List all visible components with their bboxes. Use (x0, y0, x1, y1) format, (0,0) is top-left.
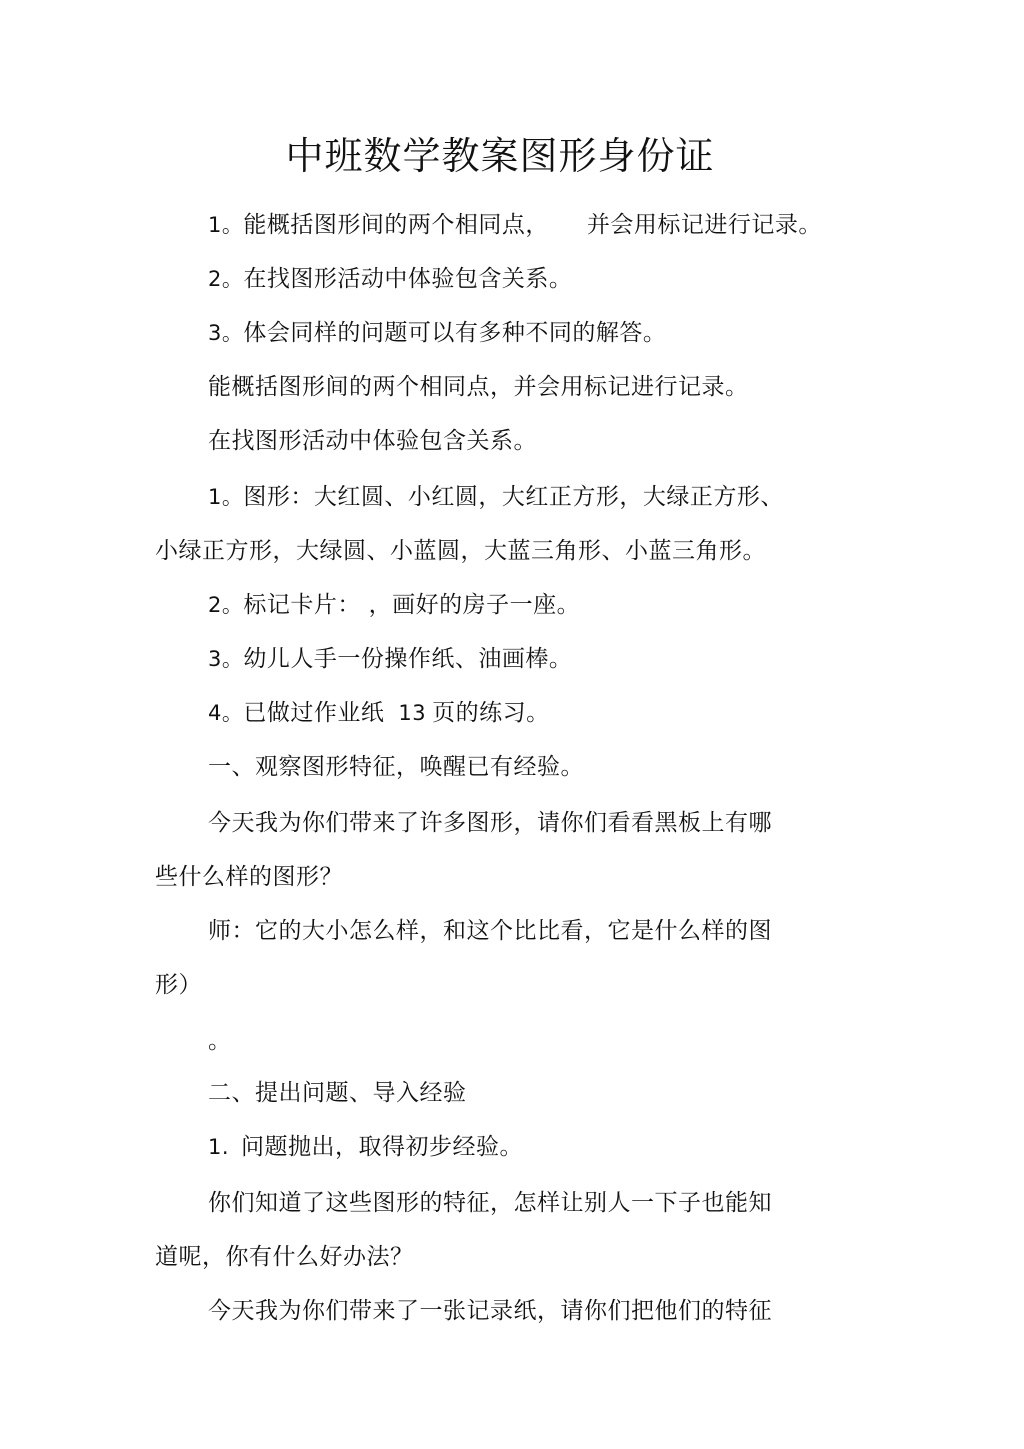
material-4-text-b: 页的练习。 (432, 700, 550, 726)
material-2-text: 标记卡片： ，画好的房子一座。 (243, 592, 581, 618)
paragraph-line: 。 (208, 1028, 232, 1054)
objective-2-text: 在找图形活动中体验包含关系。 (243, 266, 573, 292)
paragraph-line: 今天我为你们带来了许多图形，请你们看看黑板上有哪 (208, 810, 772, 836)
objective-3-text: 体会同样的问题可以有多种不同的解答。 (243, 320, 667, 346)
list-number: 4。 (208, 701, 244, 725)
paragraph-line: 形） (155, 972, 202, 998)
list-number: 3。 (208, 321, 244, 345)
paragraph-line: 师：它的大小怎么样，和这个比比看，它是什么样的图 (208, 918, 772, 944)
list-number: 1。 (208, 485, 244, 509)
paragraph-line: 今天我为你们带来了一张记录纸，请你们把他们的特征 (208, 1298, 772, 1324)
list-number: 1。 (208, 213, 244, 237)
objective-2 (208, 262, 572, 296)
list-number: 2。 (208, 593, 244, 617)
page-number-value: 13 (398, 701, 427, 725)
material-2 (208, 588, 580, 622)
material-3-text: 幼儿人手一份操作纸、油画棒。 (243, 646, 573, 672)
step-1 (208, 1130, 523, 1164)
material-4-text-a: 已做过作业纸 (243, 700, 385, 726)
objective-1-text-a: 能概括图形间的两个相同点， (243, 212, 549, 238)
list-number: 1. (208, 1135, 230, 1159)
key-point-2: 在找图形活动中体验包含关系。 (208, 428, 537, 454)
step-1-text: 问题抛出，取得初步经验。 (241, 1134, 524, 1160)
list-number: 3。 (208, 647, 244, 671)
paragraph-line: 道呢，你有什么好办法？ (155, 1244, 414, 1270)
objective-1-text-b: 并会用标记进行记录。 (586, 212, 822, 238)
material-1 (208, 480, 784, 514)
paragraph-line: 你们知道了这些图形的特征，怎样让别人一下子也能知 (208, 1190, 772, 1216)
objective-3 (208, 316, 666, 350)
material-3 (208, 642, 572, 676)
paragraph-line: 些什么样的图形？ (155, 864, 343, 890)
section-heading-1: 一、观察图形特征，唤醒已有经验。 (208, 754, 584, 780)
objective-1 (208, 208, 822, 242)
material-4 (208, 696, 550, 730)
material-1-text: 图形：大红圆、小红圆，大红正方形，大绿正方形、 (243, 484, 784, 510)
material-1-continued: 小绿正方形，大绿圆、小蓝圆，大蓝三角形、小蓝三角形。 (155, 538, 766, 564)
page-title: 中班数学教案图形身份证 (285, 134, 715, 178)
key-point-1: 能概括图形间的两个相同点，并会用标记进行记录。 (208, 374, 749, 400)
list-number: 2。 (208, 267, 244, 291)
section-heading-2: 二、提出问题、导入经验 (208, 1080, 467, 1106)
